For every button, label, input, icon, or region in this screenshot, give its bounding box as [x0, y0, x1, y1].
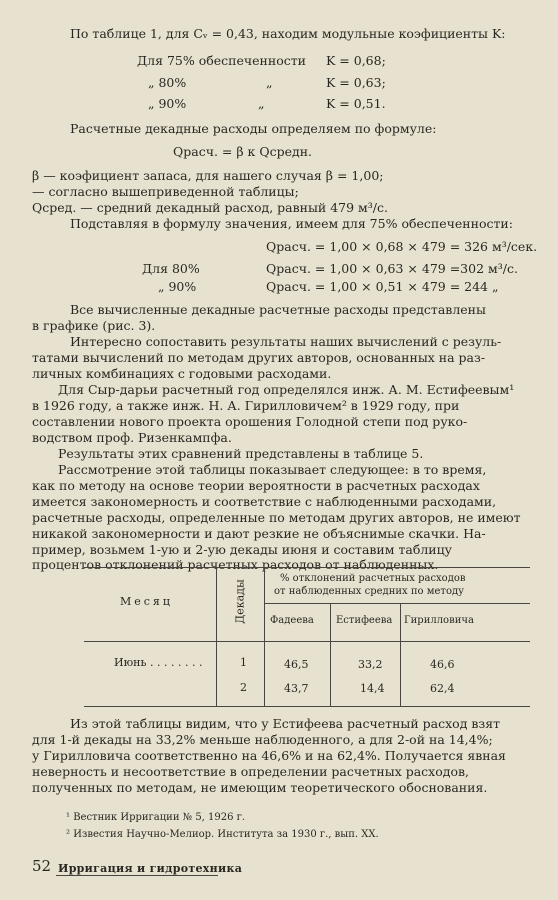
table-rule: [84, 641, 530, 642]
value-cell: 14,4: [360, 682, 385, 695]
value-cell: 43,7: [284, 682, 309, 695]
page-number: 52: [32, 857, 52, 875]
text-line: Рассмотрение этой таблицы показывает следующее: в то время,: [58, 462, 487, 477]
table-rule: [84, 567, 530, 568]
text-line: Для 75% обеспеченности: [137, 53, 306, 68]
text-line: процентов отклонений расчетных расходов от наблюденных.: [32, 557, 439, 572]
text-line: „ 90%: [148, 96, 187, 111]
formula: Qрасч. = β к Qсредн.: [173, 144, 312, 159]
text-line: Интересно сопоставить результаты наших вычислений с резуль-: [70, 334, 502, 349]
text-line: K = 0,68;: [326, 53, 386, 68]
text-line: имеется закономерность и соответствие с наблюденными расходами,: [32, 494, 497, 509]
decade-cell: 1: [240, 656, 247, 669]
text-line: Для Сыр-дарьи расчетный год определялся инж. А. М. Естифеевым¹: [58, 382, 515, 397]
text-line: никакой закономерности и дают резкие не объяснимые скачки. На-: [32, 526, 486, 541]
text-line: Из этой таблицы видим, что у Естифеева расчетный расход взят: [70, 716, 501, 731]
calculation-label: „ 90%: [158, 279, 197, 294]
table-rule: [330, 603, 331, 707]
table-rule: [264, 567, 265, 707]
month-cell: Июнь . . . . . . . .: [114, 656, 203, 669]
text-line: „ 80%: [148, 75, 187, 90]
decade-cell: 2: [240, 681, 247, 694]
text-line: Подставляя в формулу значения, имеем для 75% обеспеченности:: [70, 216, 513, 231]
text-line: расчетные расходы, определенные по методам других авторов, не имеют: [32, 510, 521, 525]
text-line: личных комбинациях с годовыми расходами.: [32, 366, 332, 381]
footnote: ¹ Вестник Ирригации № 5, 1926 г.: [66, 812, 246, 823]
text-line: неверность и несоответствие в определении расчетных расходов,: [32, 764, 469, 779]
text-line: — согласно вышеприведенной таблицы;: [32, 184, 299, 199]
text-line: в графике (рис. 3).: [32, 318, 156, 333]
calculation-line: Qрасч. = 1,00 × 0,63 × 479 =302 м³/с.: [266, 261, 518, 276]
comparison-table: [84, 567, 530, 707]
text-line: „: [266, 75, 273, 90]
value-cell: 33,2: [358, 658, 383, 671]
text-line: как по методу на основе теории вероятности в расчетных расходах: [32, 478, 480, 493]
text-line: в 1926 году, а также инж. Н. А. Гирилловичем² в 1929 году, при: [32, 398, 460, 413]
calculation-line: Qрасч. = 1,00 × 0,68 × 479 = 326 м³/сек.: [266, 239, 538, 254]
value-cell: 46,5: [284, 658, 309, 671]
table-rule: [84, 706, 530, 707]
text-line: составлении нового проекта орошения Голодной степи под руко-: [32, 414, 468, 429]
text-line: полученных по методам, не имеющим теоретического обоснования.: [32, 780, 488, 795]
column-header-decade: Декады: [233, 579, 247, 624]
table-rule: [216, 567, 217, 707]
column-header-method: Естифеева: [336, 615, 393, 626]
group-header: % отклонений расчетных расходов: [280, 573, 466, 584]
text-line: По таблице 1, для Cᵥ = 0,43, находим модульные коэфициенты K:: [70, 26, 506, 41]
column-header-method: Фадеева: [270, 615, 314, 626]
value-cell: 62,4: [430, 682, 455, 695]
column-header-method: Гирилловича: [404, 615, 474, 626]
text-line: для 1-й декады на 33,2% меньше наблюденного, а для 2-ой на 14,4%;: [32, 732, 493, 747]
table-rule: [264, 603, 530, 604]
text-line: K = 0,63;: [326, 75, 386, 90]
running-title: Ирригация и гидротехника: [58, 862, 243, 875]
calculation-line: Qрасч. = 1,00 × 0,51 × 479 = 244 „: [266, 279, 499, 294]
calculation-label: Для 80%: [142, 261, 200, 276]
value-cell: 46,6: [430, 658, 455, 671]
text-line: татами вычислений по методам других авторов, основанных на раз-: [32, 350, 486, 365]
text-line: Результаты этих сравнений представлены в таблице 5.: [58, 446, 424, 461]
text-line: пример, возьмем 1-ую и 2-ую декады июня и составим таблицу: [32, 542, 453, 557]
footnote: ² Известия Научно-Мелиор. Института за 1930 г., вып. XX.: [66, 829, 379, 840]
text-line: K = 0,51.: [326, 96, 386, 111]
text-line: Расчетные декадные расходы определяем по формуле:: [70, 121, 437, 136]
column-header-month: Месяц: [120, 595, 173, 608]
footer-rule: [56, 875, 218, 876]
text-line: „: [258, 96, 265, 111]
table-rule: [400, 603, 401, 707]
text-line: Qсред. — средний декадный расход, равный 479 м³/с.: [32, 200, 388, 215]
text-line: у Гирилловича соответственно на 46,6% и на 62,4%. Получается явная: [32, 748, 506, 763]
text-line: β — коэфициент запаса, для нашего случая β = 1,00;: [32, 168, 384, 183]
text-line: водством проф. Ризенкампфа.: [32, 430, 232, 445]
group-header: от наблюденных средних по методу: [274, 586, 464, 597]
text-line: Все вычисленные декадные расчетные расходы представлены: [70, 302, 486, 317]
